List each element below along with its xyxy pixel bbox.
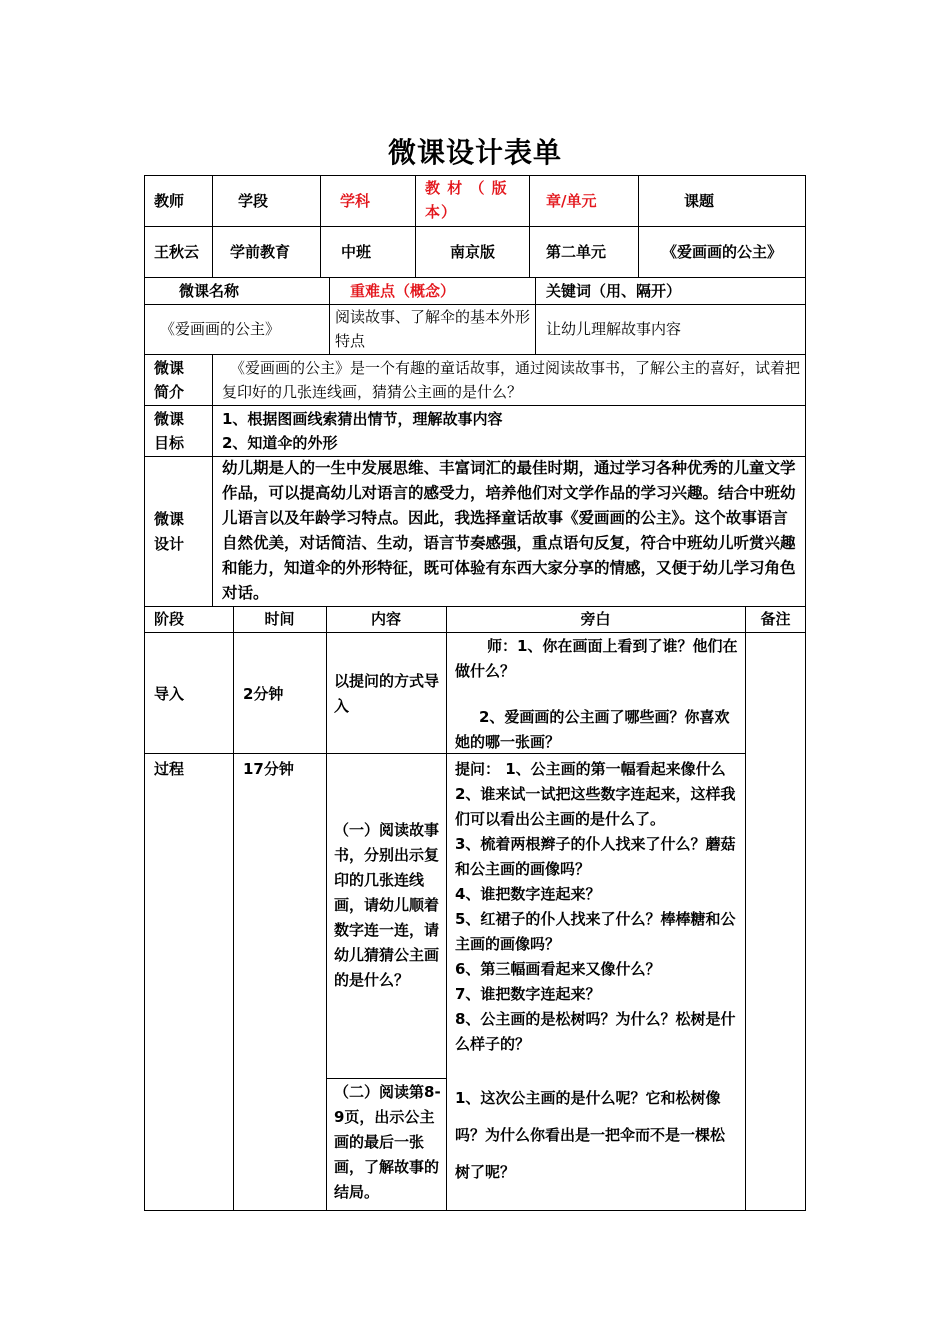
col-head-content: 内容 (370, 610, 401, 628)
design-text: 幼儿期是人的一生中发展思维、丰富词汇的最佳时期，通过学习各种优秀的儿童文学作品，可以提高幼儿对语言的感受力，培养他们对文学作品的学习兴趣。结合中班幼儿语言以及年龄学习特点。因此，我选择童话故事《爱画画的公主》。这个故事语言自然优美，对话简洁、生动，语言节奏感强，重点语句反复，符合中班幼儿听赏兴趣和能力，知道伞的外形特征，既可体验有东西大家分享的情感，又便于幼儿学习角色对话。 (222, 459, 796, 602)
process-narration-2: 1、这次公主画的是什么呢？它和松树像吗？为什么你看出是一把伞而不是一棵松树了呢？ (455, 1089, 726, 1181)
keyword-label: 关键词（用、隔开） (546, 282, 682, 300)
process-narration-1: 提问： 1、公主画的第一幅看起来像什么 2、谁来试一试把这些数字连起来，这样我们可以看出公主画的是什么了。 3、梳着两根辫子的仆人找来了什么？蘑菇和公主画的画像吗？ 4、谁把数字连起来？ 5、红裙子的仆人找来了什么？棒棒糖和公主画的画像吗？ 6、第三幅画看起来又像什么？ 7、谁把数字连起来？ 8、公主画的是松树吗？为什么？松树是什么样子的？ (455, 760, 736, 1053)
row-divider (144, 354, 806, 355)
col-divider (326, 606, 327, 1210)
row-divider (326, 1078, 446, 1079)
import-question-2: 2、爱画画的公主画了哪些画？你喜欢她的哪一张画？ (455, 708, 730, 751)
col-divider (638, 175, 639, 277)
col-head-time: 时间 (264, 610, 295, 628)
col-divider (446, 606, 447, 1210)
import-content: 以提问的方式导入 (334, 672, 440, 715)
name-value: 《爱画画的公主》 (160, 320, 281, 338)
info-textbook: 南京版 (450, 243, 496, 261)
intro-text: 《爱画画的公主》是一个有趣的童话故事，通过阅读故事书，了解公主的喜好，试着把复印好的几张连线画，猜猜公主画的是什么？ (222, 359, 801, 401)
col-divider (329, 277, 330, 354)
row-divider (144, 277, 806, 278)
col-divider (745, 606, 746, 1210)
info-teacher: 王秋云 (154, 243, 200, 261)
info-subject: 中班 (341, 243, 372, 261)
info-chapter: 第二单元 (546, 243, 607, 261)
import-stage: 导入 (154, 685, 185, 703)
col-divider (415, 175, 416, 277)
header-topic: 课题 (684, 192, 715, 210)
header-textbook: 教 材 （ 版 本） (425, 179, 508, 221)
process-content-1: （一）阅读故事书，分别出示复印的几张连线画，请幼儿顺着数字连一连，请幼儿猜猜公主画的是什么？ (334, 821, 440, 989)
header-stage: 学段 (238, 192, 269, 210)
col-divider (529, 175, 530, 277)
goal-line-2: 2、知道伞的外形 (222, 434, 338, 452)
process-content-2: （二）阅读第8-9页，出示公主画的最后一张画，了解故事的结局。 (334, 1083, 441, 1201)
process-stage: 过程 (154, 760, 185, 778)
process-time: 17分钟 (243, 760, 294, 778)
intro-label: 微课简介 (154, 359, 185, 401)
import-question-1: 师：1、你在画面上看到了谁？他们在做什么？ (455, 637, 738, 680)
row-divider (144, 405, 806, 406)
key-label: 重难点（概念） (350, 282, 456, 300)
header-subject: 学科 (340, 192, 371, 210)
import-time: 2分钟 (243, 685, 284, 703)
col-head-stage: 阶段 (154, 610, 185, 628)
col-divider (233, 606, 234, 1210)
col-head-narration: 旁白 (580, 610, 611, 628)
row-divider (144, 226, 806, 227)
col-divider (212, 354, 213, 606)
name-label: 微课名称 (179, 282, 240, 300)
goal-line-1: 1、根据图画线索猜出情节，理解故事内容 (222, 410, 503, 428)
header-teacher: 教师 (154, 192, 185, 210)
info-stage: 学前教育 (230, 243, 291, 261)
col-divider (320, 175, 321, 277)
page-title: 微课设计表单 (387, 136, 562, 169)
design-label: 微课设计 (154, 510, 185, 553)
col-head-note: 备注 (760, 610, 791, 628)
key-value: 阅读故事、了解伞的基本外形特点 (335, 308, 531, 350)
header-chapter: 章/单元 (546, 192, 597, 210)
col-divider (535, 277, 536, 354)
goal-label: 微课目标 (154, 410, 185, 452)
col-divider (212, 175, 213, 277)
row-divider (144, 632, 806, 633)
keyword-value: 让幼儿理解故事内容 (546, 320, 682, 338)
info-topic: 《爱画画的公主》 (662, 243, 783, 261)
